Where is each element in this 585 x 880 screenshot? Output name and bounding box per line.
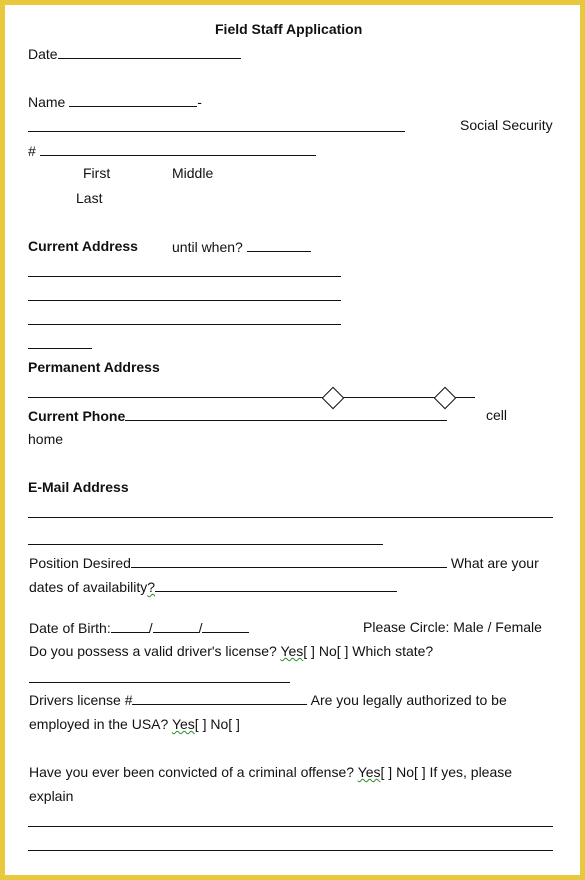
permanent-address-line[interactable]: [28, 397, 475, 398]
dob-month-field[interactable]: [111, 619, 149, 633]
convicted-question: Have you ever been convicted of a criminal offense? Yes[ ] No[ ] If yes, please: [29, 764, 513, 780]
ssn-field[interactable]: [40, 142, 316, 156]
license-yes-option[interactable]: Yes: [280, 643, 304, 659]
gender-circle-label: Please Circle: Male / Female: [363, 619, 542, 635]
position-label: Position Desired What are your: [29, 555, 539, 571]
until-when-label: until when?: [172, 238, 311, 255]
permanent-address-label: Permanent Address: [28, 359, 160, 375]
current-address-line-1[interactable]: [28, 276, 341, 277]
dob-label: Date of Birth: / /: [29, 619, 249, 636]
email-label: E-Mail Address: [28, 479, 129, 495]
email-line-2[interactable]: [28, 544, 383, 545]
position-field[interactable]: [131, 554, 447, 568]
email-line[interactable]: [28, 517, 553, 518]
convicted-yes-option[interactable]: Yes: [357, 764, 381, 780]
dates-availability-label: dates of availability?: [29, 578, 397, 595]
middle-label: Middle: [172, 165, 214, 181]
until-when-field[interactable]: [247, 238, 311, 252]
date-field[interactable]: [58, 45, 241, 59]
home-label: home: [28, 431, 64, 447]
ssn-hash: #: [28, 142, 316, 159]
drivers-license-label: Drivers license # Are you legally authorized to be: [29, 692, 507, 708]
license-question: Do you possess a valid driver's license? Yes[ ] No[ ] Which state?: [29, 643, 434, 659]
drivers-license-field[interactable]: [132, 691, 307, 705]
dob-year-field[interactable]: [202, 619, 249, 633]
last-label: Last: [76, 190, 103, 206]
availability-field[interactable]: [155, 578, 397, 592]
current-address-line-3[interactable]: [28, 324, 341, 325]
name-label: Name -: [28, 94, 202, 110]
first-label: First: [83, 165, 111, 181]
name-field[interactable]: [69, 93, 197, 107]
form-title: Field Staff Application: [215, 21, 363, 37]
date-label: Date: [28, 45, 241, 62]
current-phone-label: Current Phone: [28, 407, 447, 424]
current-address-line-2[interactable]: [28, 300, 341, 301]
dob-day-field[interactable]: [153, 619, 199, 633]
explain-label: explain: [29, 788, 74, 804]
cell-label: cell: [486, 407, 508, 423]
explain-line-1[interactable]: [28, 826, 553, 827]
current-phone-field[interactable]: [125, 407, 447, 421]
ssn-label: Social Security: [460, 117, 553, 133]
authorized-yes-option[interactable]: Yes: [171, 716, 195, 732]
authorized-question: employed in the USA? Yes[ ] No[ ]: [29, 716, 240, 732]
current-address-line-4[interactable]: [28, 348, 92, 349]
current-address-label: Current Address: [28, 238, 138, 254]
explain-line-2[interactable]: [28, 850, 553, 851]
state-line[interactable]: [29, 682, 290, 683]
name-line[interactable]: [28, 131, 405, 132]
